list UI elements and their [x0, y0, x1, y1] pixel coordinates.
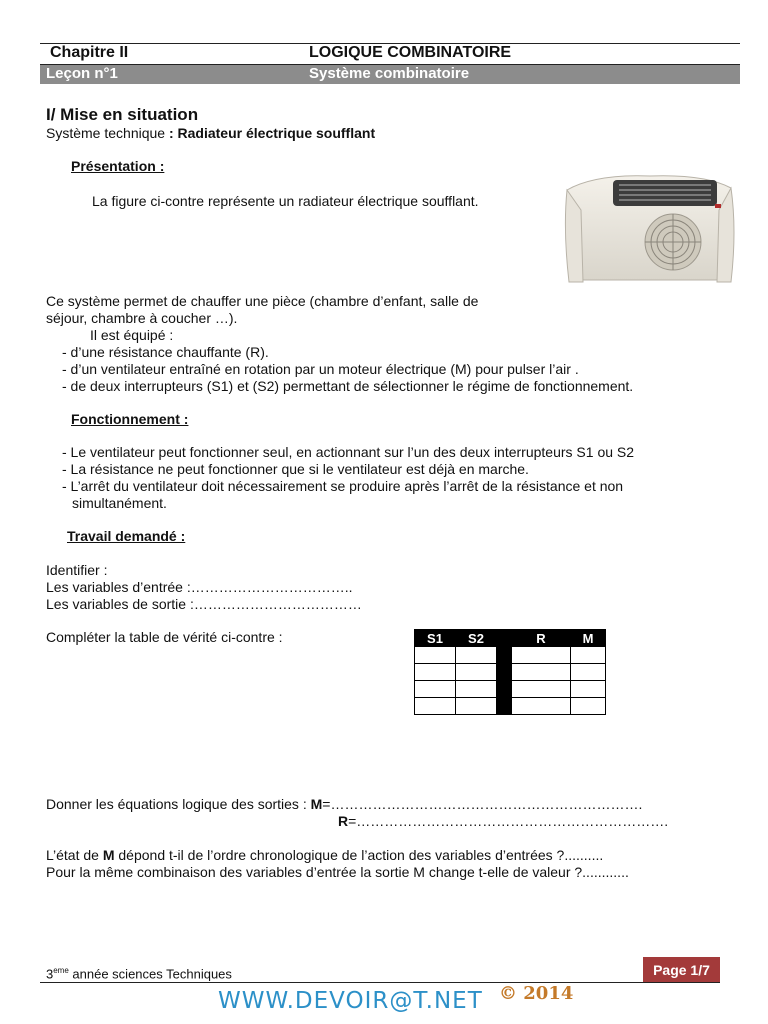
cell[interactable]	[415, 681, 456, 698]
separator-cell	[497, 664, 512, 681]
table-row	[415, 681, 606, 698]
cell[interactable]	[571, 647, 606, 664]
presentation-title: Présentation :	[71, 158, 165, 174]
separator-cell	[497, 681, 512, 698]
equipment-item: - de deux interrupteurs (S1) et (S2) permettant de sélectionner le régime de fonctionnement.	[62, 378, 634, 394]
separator-cell	[497, 698, 512, 715]
lesson-title: Système combinatoire	[309, 65, 470, 82]
lesson-row	[40, 65, 740, 84]
equations-label: Donner les équations logique des sorties :	[46, 796, 307, 812]
question-1-end: dépond t-il de l’ordre chronologique de l’action des variables d’entrées ?..........	[118, 847, 604, 863]
equation-r-dots: =………………………………………………………….	[348, 813, 669, 829]
equation-m-line	[46, 796, 642, 813]
fonctionnement-item: - L’arrêt du ventilateur doit nécessairement se produire après l’arrêt de la résistance et non	[62, 478, 624, 494]
cell[interactable]	[512, 664, 571, 681]
chapter-title: LOGIQUE COMBINATOIRE	[309, 44, 512, 61]
cell[interactable]	[571, 664, 606, 681]
chapter-row	[40, 44, 740, 64]
level-number: 3	[46, 966, 54, 982]
description-line-1: Ce système permet de chauffer une pièce (chambre d’enfant, salle de	[46, 293, 479, 309]
cell[interactable]	[571, 681, 606, 698]
travail-title: Travail demandé :	[67, 528, 186, 544]
level-label	[46, 962, 232, 982]
cell[interactable]	[415, 647, 456, 664]
watermark-url: WWW.DEVOIR@T.NET	[218, 988, 483, 1014]
cell[interactable]	[456, 698, 497, 715]
truth-table-header-row	[415, 630, 606, 647]
section-title: I/ Mise en situation	[46, 105, 199, 124]
chapter-label: Chapitre II	[50, 44, 129, 61]
header-m: M	[571, 630, 606, 647]
outputs-question: Les variables de sortie :………………………………	[46, 596, 362, 612]
header-s2: S2	[456, 630, 497, 647]
fonctionnement-title: Fonctionnement :	[71, 411, 189, 427]
cell[interactable]	[512, 647, 571, 664]
cell[interactable]	[415, 698, 456, 715]
header-r: R	[512, 630, 571, 647]
fonctionnement-item: - Le ventilateur peut fonctionner seul, en actionnant sur l’un des deux interrupteurs S1 ou S2	[62, 444, 635, 460]
equation-r-var: R	[338, 813, 349, 829]
truth-table-instruction: Compléter la table de vérité ci-contre :	[46, 629, 283, 645]
equipment-item: - d’une résistance chauffante (R).	[62, 344, 269, 360]
cell[interactable]	[456, 681, 497, 698]
question-2: Pour la même combinaison des variables d’entrée la sortie M change t-elle de valeur ?............	[46, 864, 629, 880]
identifier-label: Identifier :	[46, 562, 108, 578]
system-line	[46, 125, 375, 142]
presentation-text: La figure ci-contre représente un radiateur électrique soufflant.	[92, 193, 479, 209]
cell[interactable]	[512, 681, 571, 698]
system-label: Système technique	[46, 125, 166, 141]
table-row	[415, 647, 606, 664]
system-value: : Radiateur électrique soufflant	[168, 125, 376, 141]
lesson-label: Leçon n°1	[46, 65, 118, 82]
table-row	[415, 664, 606, 681]
equation-m-dots: =………………………………………………………….	[322, 796, 643, 812]
description-line-2: séjour, chambre à coucher …).	[46, 310, 238, 326]
header-s1: S1	[415, 630, 456, 647]
level-superscript: eme	[53, 966, 69, 975]
cell[interactable]	[456, 647, 497, 664]
question-1-start: L’état de	[46, 847, 99, 863]
page-number-badge: Page 1/7	[643, 957, 720, 983]
heater-illustration	[555, 170, 745, 290]
description-line-3: Il est équipé :	[90, 327, 174, 343]
equation-m-var: M	[310, 796, 323, 812]
fonctionnement-item: simultanément.	[72, 495, 167, 511]
equipment-item: - d’un ventilateur entraîné en rotation par un moteur électrique (M) pour pulser l’air .	[62, 361, 579, 377]
header-separator	[497, 630, 512, 647]
separator-cell	[497, 647, 512, 664]
cell[interactable]	[415, 664, 456, 681]
fonctionnement-item: - La résistance ne peut fonctionner que si le ventilateur est déjà en marche.	[62, 461, 529, 477]
level-text: année sciences Techniques	[72, 966, 232, 982]
truth-table	[414, 629, 606, 715]
equation-r-line	[338, 813, 668, 830]
cell[interactable]	[512, 698, 571, 715]
question-1-var: M	[102, 847, 115, 863]
question-1	[46, 847, 603, 864]
copyright: © 2014	[499, 983, 574, 1004]
cell[interactable]	[571, 698, 606, 715]
footer-rule	[40, 982, 720, 983]
table-row	[415, 698, 606, 715]
inputs-question: Les variables d’entrée :……………………………..	[46, 579, 353, 595]
cell[interactable]	[456, 664, 497, 681]
